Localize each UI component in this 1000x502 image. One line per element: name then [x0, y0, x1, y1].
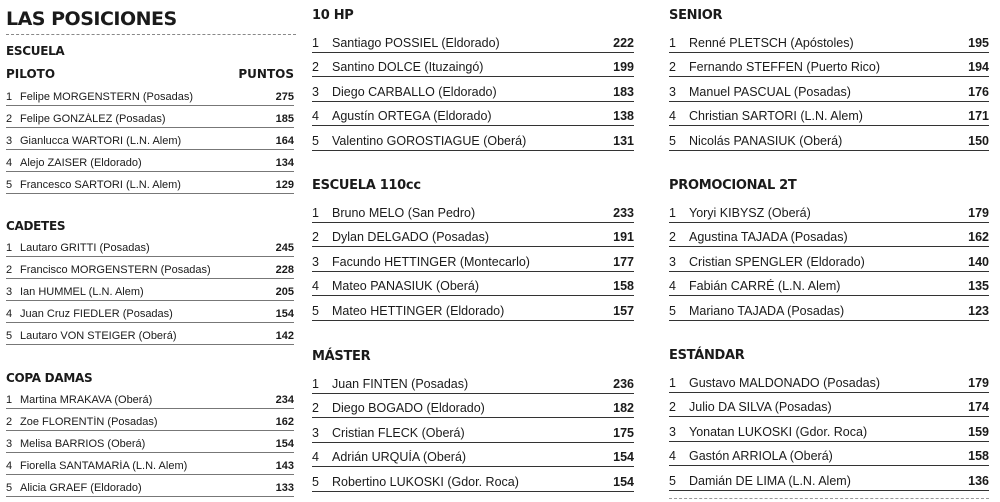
column-header — [6, 64, 294, 84]
position-number: 2 — [6, 113, 13, 125]
category-title: ESCUELA — [6, 44, 65, 58]
position-number: 1 — [312, 376, 319, 391]
position-number: 5 — [669, 473, 676, 488]
pilot-name: Agustina TAJADA (Posadas) — [689, 230, 848, 244]
pilot-name: Renné PLETSCH (Apóstoles) — [689, 35, 854, 50]
pilot-entry — [6, 394, 152, 406]
standing-row — [312, 443, 634, 468]
pilot-entry — [669, 230, 848, 244]
position-number: 4 — [6, 460, 13, 472]
position-number: 2 — [6, 264, 13, 276]
pilot-name: Diego BOGADO (Eldorado) — [332, 401, 485, 415]
category-title: ESTÁNDAR — [669, 348, 745, 363]
standing-row — [312, 102, 634, 127]
pilot-entry — [669, 206, 811, 220]
pilot-name: Lautaro GRITTI (Posadas) — [20, 242, 150, 254]
page-title: LAS POSICIONES — [6, 8, 177, 30]
pilot-name: Yonatan LUKOSKI (Gdor. Roca) — [689, 424, 868, 439]
pilot-entry — [669, 109, 863, 123]
standing-row — [6, 387, 294, 409]
pilot-entry — [669, 134, 842, 148]
position-number: 2 — [669, 230, 676, 244]
pilot-entry — [669, 474, 851, 488]
points-value: 222 — [613, 35, 634, 50]
position-number: 4 — [312, 450, 319, 464]
pilot-name: Santiago POSSIEL (Eldorado) — [332, 35, 500, 50]
pilot-name: Robertino LUKOSKI (Gdor. Roca) — [332, 474, 519, 489]
position-number: 5 — [6, 179, 13, 191]
standing-row — [6, 235, 294, 257]
pilot-entry — [6, 482, 142, 494]
points-value: 134 — [275, 157, 294, 169]
pilot-name: Bruno MELO (San Pedro) — [332, 205, 476, 220]
position-number: 4 — [669, 279, 676, 293]
points-value: 142 — [275, 330, 294, 342]
standing-row — [6, 431, 294, 453]
standing-row — [312, 77, 634, 102]
category-title: CADETES — [6, 219, 66, 233]
position-number: 4 — [669, 109, 676, 123]
points-value: 140 — [968, 254, 989, 269]
points-value: 150 — [968, 133, 989, 148]
position-number: 4 — [312, 109, 319, 123]
position-number: 1 — [312, 35, 319, 50]
position-number: 3 — [669, 254, 676, 269]
category-senior — [669, 7, 989, 151]
standing-row — [669, 247, 989, 272]
pilot-entry — [6, 286, 144, 298]
pilot-entry — [312, 230, 489, 244]
points-value: 183 — [613, 84, 634, 99]
pilot-entry — [6, 330, 177, 342]
points-value: 179 — [968, 205, 989, 220]
position-number: 5 — [669, 303, 676, 318]
points-value: 136 — [968, 473, 989, 488]
pilot-entry — [669, 36, 854, 50]
points-value: 154 — [613, 450, 634, 464]
position-number: 5 — [312, 474, 319, 489]
points-value: 176 — [968, 84, 989, 99]
position-number: 3 — [669, 84, 676, 99]
pilot-entry — [312, 475, 519, 489]
pilot-name: Adrián URQUÍA (Oberá) — [332, 450, 467, 464]
points-header: PUNTOS — [238, 67, 294, 81]
category-title: MÁSTER — [312, 349, 371, 364]
pilot-entry — [6, 308, 173, 320]
position-number: 1 — [669, 35, 676, 50]
position-number: 2 — [669, 60, 676, 74]
pilot-name: Ian HUMMEL (L.N. Alem) — [20, 286, 144, 298]
standing-row — [6, 106, 294, 128]
pilot-name: Mateo PANASIUK (Oberá) — [332, 279, 480, 293]
pilot-name: Francesco SARTORI (L.N. Alem) — [20, 179, 181, 191]
points-value: 171 — [968, 109, 989, 123]
pilot-name: Cristian FLECK (Oberá) — [332, 425, 465, 440]
pilot-entry — [312, 206, 475, 220]
pilot-name: Gianlucca WARTORI (L.N. Alem) — [20, 135, 182, 147]
standing-row — [312, 28, 634, 53]
pilot-entry — [6, 460, 187, 472]
pilot-name: Gustavo MALDONADO (Posadas) — [689, 375, 881, 390]
position-number: 4 — [6, 157, 13, 169]
category-cadetes — [6, 217, 294, 345]
category-10hp — [312, 7, 634, 151]
points-value: 174 — [968, 400, 989, 414]
standing-row — [312, 198, 634, 223]
standing-row — [6, 475, 294, 497]
pilot-entry — [312, 36, 500, 50]
pilot-entry — [669, 60, 880, 74]
points-value: 194 — [968, 60, 989, 74]
pilot-header: PILOTO — [6, 67, 56, 81]
standing-row — [669, 223, 989, 248]
pilot-name: Mariano TAJADA (Posadas) — [689, 303, 845, 318]
position-number: 5 — [6, 330, 13, 342]
standing-row — [312, 369, 634, 394]
standing-row — [6, 150, 294, 172]
standing-row — [312, 467, 634, 492]
standing-row — [312, 394, 634, 419]
category-title: COPA DAMAS — [6, 371, 93, 385]
standing-row — [6, 172, 294, 194]
points-value: 138 — [613, 109, 634, 123]
points-value: 154 — [275, 438, 294, 450]
points-value: 159 — [968, 424, 989, 439]
pilot-name: Felipe MORGENSTERN (Posadas) — [20, 91, 193, 103]
pilot-name: Francisco MORGENSTERN (Posadas) — [20, 264, 211, 276]
points-value: 162 — [968, 230, 989, 244]
pilot-entry — [6, 438, 145, 450]
pilot-name: Gastón ARRIOLA (Oberá) — [689, 449, 833, 463]
category-master — [312, 348, 634, 492]
points-value: 135 — [968, 279, 989, 293]
pilot-entry — [669, 449, 833, 463]
pilot-entry — [312, 450, 466, 464]
pilot-entry — [6, 242, 150, 254]
standing-row — [6, 323, 294, 345]
category-promocional-2t — [669, 177, 989, 321]
pilot-name: Fernando STEFFEN (Puerto Rico) — [689, 60, 881, 74]
points-value: 143 — [275, 460, 294, 472]
standing-row — [312, 418, 634, 443]
pilot-entry — [6, 264, 211, 276]
position-number: 3 — [6, 135, 13, 147]
points-value: 179 — [968, 375, 989, 390]
standing-row — [669, 368, 989, 393]
pilot-name: Nicolás PANASIUK (Oberá) — [689, 133, 843, 148]
pilot-name: Juan Cruz FIEDLER (Posadas) — [20, 308, 173, 320]
points-value: 175 — [613, 425, 634, 440]
standing-row — [669, 442, 989, 467]
pilot-entry — [6, 416, 158, 428]
pilot-entry — [669, 400, 832, 414]
pilot-name: Alejo ZAISER (Eldorado) — [20, 157, 142, 169]
pilot-name: Alicia GRAEF (Eldorado) — [20, 482, 142, 494]
standing-row — [312, 53, 634, 78]
position-number: 1 — [669, 375, 676, 390]
pilot-name: Melisa BARRIOS (Oberá) — [20, 438, 146, 450]
category-copa-damas — [6, 369, 294, 497]
pilot-name: Christian SARTORI (L.N. Alem) — [689, 109, 863, 123]
pilot-name: Santino DOLCE (Ituzaingó) — [332, 60, 484, 74]
pilot-entry — [312, 60, 483, 74]
points-value: 129 — [275, 179, 294, 191]
pilot-entry — [312, 109, 492, 123]
pilot-entry — [669, 255, 865, 269]
standing-row — [312, 126, 634, 151]
pilot-name: Fabián CARRÉ (L.N. Alem) — [689, 279, 841, 293]
points-value: 245 — [275, 242, 294, 254]
standing-row — [669, 198, 989, 223]
pilot-name: Diego CARBALLO (Eldorado) — [332, 84, 497, 99]
points-value: 275 — [275, 91, 294, 103]
standing-row — [312, 296, 634, 321]
standing-row — [669, 466, 989, 491]
pilot-name: Yoryi KIBYSZ (Oberá) — [689, 205, 811, 220]
title-divider — [6, 34, 296, 35]
pilot-entry — [669, 376, 880, 390]
position-number: 5 — [6, 482, 13, 494]
pilot-entry — [6, 135, 181, 147]
position-number: 3 — [6, 438, 13, 450]
position-number: 3 — [6, 286, 13, 298]
category-title: 10 HP — [312, 8, 354, 23]
points-value: 164 — [275, 135, 294, 147]
position-number: 4 — [312, 279, 319, 293]
position-number: 4 — [669, 449, 676, 463]
points-value: 154 — [275, 308, 294, 320]
standing-row — [6, 257, 294, 279]
standing-row — [312, 247, 634, 272]
pilot-name: Juan FINTEN (Posadas) — [332, 376, 469, 391]
pilot-name: Mateo HETTINGER (Eldorado) — [332, 303, 505, 318]
standing-row — [669, 102, 989, 127]
pilot-entry — [312, 426, 465, 440]
pilot-entry — [312, 85, 497, 99]
pilot-name: Damián DE LIMA (L.N. Alem) — [689, 473, 851, 488]
standing-row — [6, 453, 294, 475]
points-value: 162 — [275, 416, 294, 428]
standing-row — [6, 84, 294, 106]
category-escuela — [6, 42, 294, 194]
pilot-name: Facundo HETTINGER (Montecarlo) — [332, 254, 530, 269]
position-number: 2 — [312, 60, 319, 74]
pilot-entry — [312, 279, 479, 293]
position-number: 2 — [312, 401, 319, 415]
pilot-name: Manuel PASCUAL (Posadas) — [689, 84, 851, 99]
points-value: 177 — [613, 254, 634, 269]
position-number: 2 — [312, 230, 319, 244]
standing-row — [6, 409, 294, 431]
standing-row — [6, 279, 294, 301]
position-number: 3 — [312, 254, 319, 269]
pilot-name: Martina MRAKAVA (Oberá) — [20, 394, 153, 406]
points-value: 158 — [613, 279, 634, 293]
position-number: 3 — [312, 425, 319, 440]
standing-row — [669, 272, 989, 297]
position-number: 1 — [6, 242, 13, 254]
standing-row — [669, 53, 989, 78]
position-number: 2 — [6, 416, 13, 428]
category-estandar — [669, 347, 989, 491]
pilot-name: Dylan DELGADO (Posadas) — [332, 230, 490, 244]
pilot-name: Fiorella SANTAMARÍA (L.N. Alem) — [20, 460, 188, 472]
pilot-entry — [312, 401, 485, 415]
points-value: 158 — [968, 449, 989, 463]
pilot-entry — [312, 255, 530, 269]
position-number: 1 — [6, 394, 13, 406]
position-number: 1 — [669, 205, 676, 220]
category-escuela-110cc — [312, 177, 634, 321]
pilot-name: Julio DA SILVA (Posadas) — [689, 400, 832, 414]
pilot-name: Cristian SPENGLER (Eldorado) — [689, 254, 865, 269]
standing-row — [6, 128, 294, 150]
points-value: 154 — [613, 474, 634, 489]
points-value: 182 — [613, 401, 634, 415]
position-number: 1 — [6, 91, 13, 103]
pilot-entry — [669, 425, 867, 439]
standing-row — [6, 301, 294, 323]
standing-row — [669, 28, 989, 53]
standing-row — [312, 223, 634, 248]
standing-row — [669, 77, 989, 102]
pilot-entry — [669, 304, 844, 318]
pilot-name: Agustín ORTEGA (Eldorado) — [332, 109, 492, 123]
pilot-entry — [312, 304, 504, 318]
position-number: 5 — [312, 133, 319, 148]
pilot-entry — [669, 85, 851, 99]
points-value: 233 — [613, 205, 634, 220]
standing-row — [669, 126, 989, 151]
pilot-entry — [312, 134, 526, 148]
pilot-entry — [6, 179, 181, 191]
points-value: 131 — [613, 133, 634, 148]
bottom-divider — [669, 498, 989, 499]
standing-row — [669, 417, 989, 442]
position-number: 3 — [312, 84, 319, 99]
position-number: 1 — [312, 205, 319, 220]
position-number: 4 — [6, 308, 13, 320]
points-value: 185 — [275, 113, 294, 125]
points-value: 123 — [968, 303, 989, 318]
pilot-name: Zoe FLORENTÍN (Posadas) — [20, 416, 158, 428]
points-value: 236 — [613, 376, 634, 391]
pilot-name: Lautaro VON STEIGER (Oberá) — [20, 330, 177, 342]
pilot-name: Valentino GOROSTIAGUE (Oberá) — [332, 133, 527, 148]
pilot-entry — [6, 91, 193, 103]
position-number: 2 — [669, 400, 676, 414]
points-value: 228 — [275, 264, 294, 276]
pilot-entry — [312, 377, 468, 391]
points-value: 205 — [275, 286, 294, 298]
pilot-entry — [6, 157, 142, 169]
position-number: 3 — [669, 424, 676, 439]
standing-row — [312, 272, 634, 297]
category-title: ESCUELA 110cc — [312, 178, 421, 193]
pilot-entry — [6, 113, 166, 125]
points-value: 195 — [968, 35, 989, 50]
category-title: SENIOR — [669, 8, 723, 23]
points-value: 199 — [613, 60, 634, 74]
points-value: 133 — [275, 482, 294, 494]
pilot-name: Felipe GONZÁLEZ (Posadas) — [20, 113, 166, 125]
standing-row — [669, 296, 989, 321]
position-number: 5 — [669, 133, 676, 148]
points-value: 157 — [613, 303, 634, 318]
points-value: 234 — [275, 394, 294, 406]
standing-row — [669, 393, 989, 418]
position-number: 5 — [312, 303, 319, 318]
category-title: PROMOCIONAL 2T — [669, 178, 797, 193]
pilot-entry — [669, 279, 840, 293]
points-value: 191 — [613, 230, 634, 244]
